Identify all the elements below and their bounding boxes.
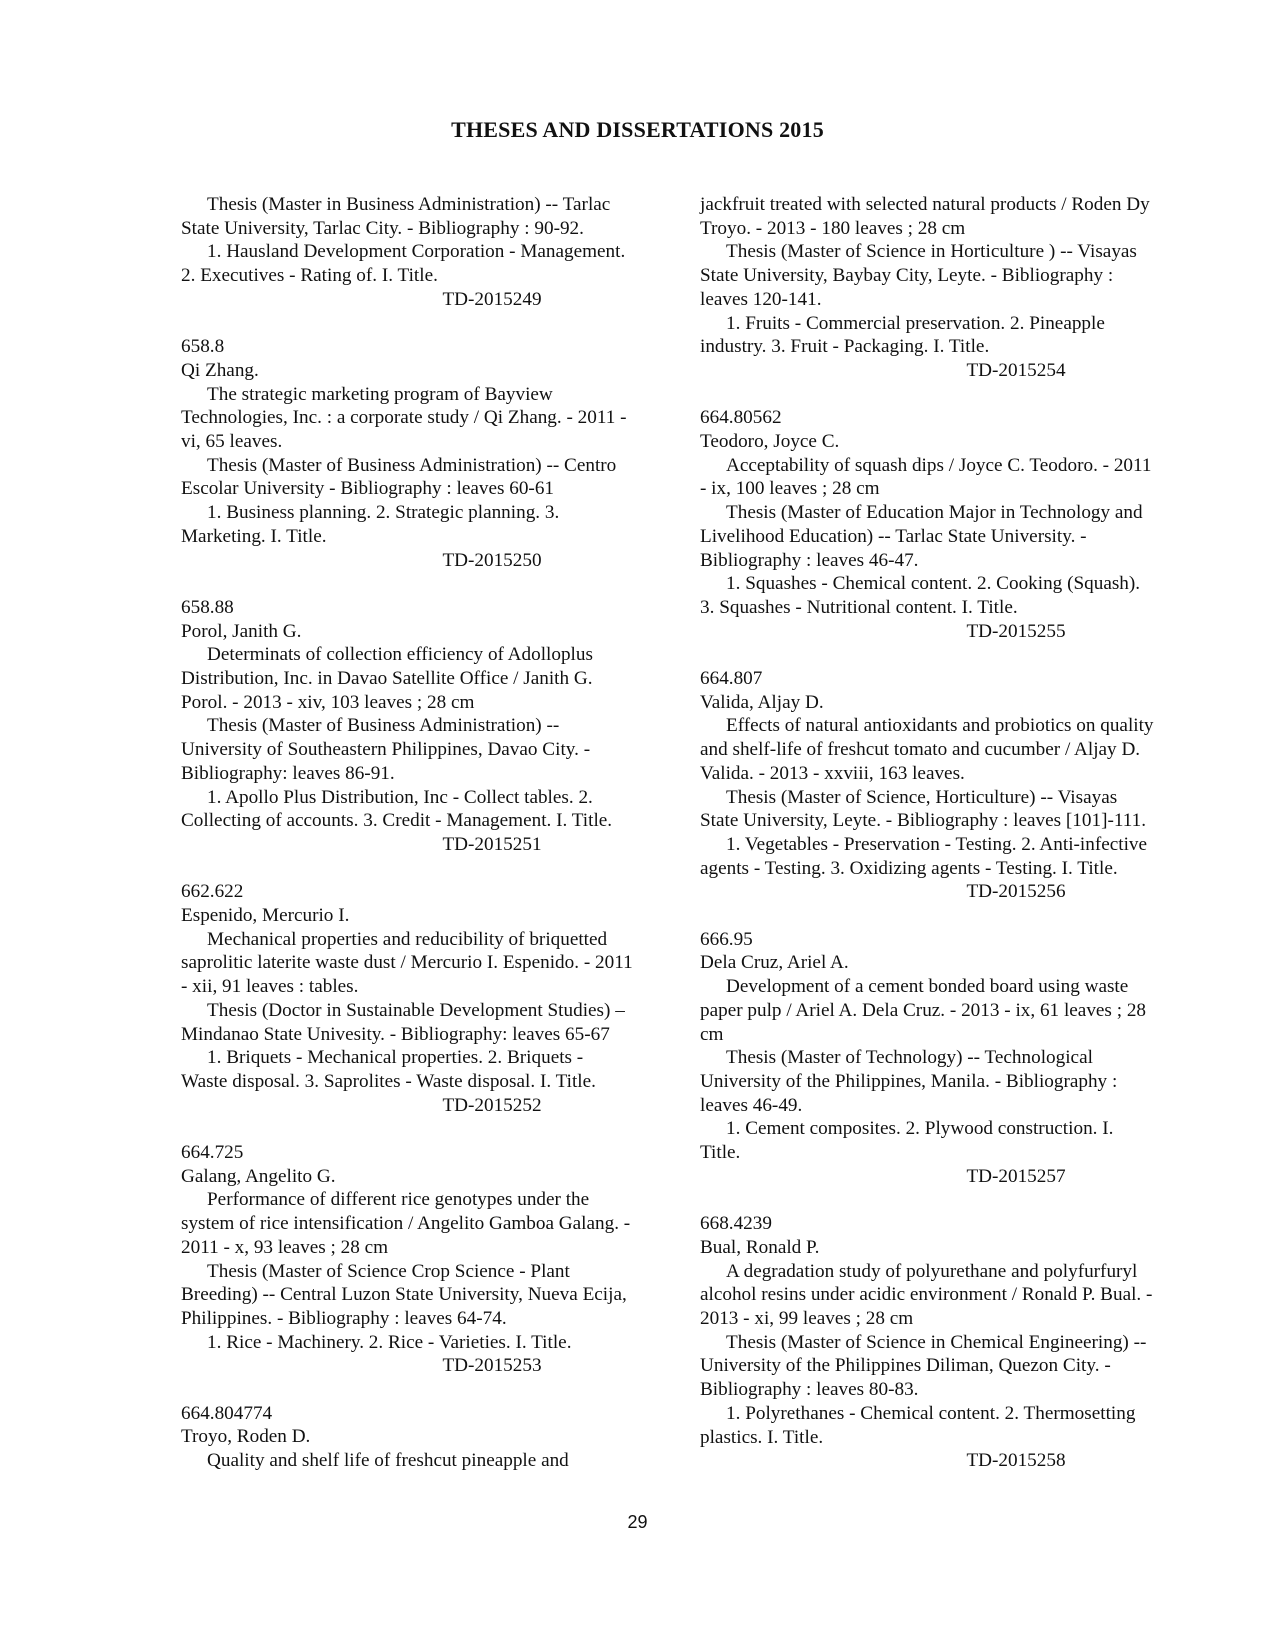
left-column bbox=[181, 193, 673, 1473]
entry-line: University of the Philippines, Manila. - Bibliography : bbox=[700, 1070, 1118, 1092]
author: Porol, Janith G. bbox=[181, 620, 302, 642]
entry-line: Troyo. - 2013 - 180 leaves ; 28 cm bbox=[700, 217, 966, 239]
entry-line: 1. Fruits - Commercial preservation. 2. Pineapple bbox=[726, 312, 1105, 334]
author: Qi Zhang. bbox=[181, 359, 259, 381]
author: Espenido, Mercurio I. bbox=[181, 905, 350, 927]
entry-line: Thesis (Master of Business Administration) -- Centro bbox=[207, 454, 617, 476]
entry-line: 2. Executives - Rating of. I. Title. bbox=[181, 265, 438, 287]
entry-line: Thesis (Master of Science in Horticulture ) -- Visayas bbox=[726, 241, 1137, 263]
entry-line: 2011 - x, 93 leaves ; 28 cm bbox=[181, 1236, 389, 1258]
entry-spacer bbox=[700, 383, 1192, 407]
accession-number: TD-2015258 bbox=[966, 1450, 1066, 1472]
entry-line: leaves 46-49. bbox=[700, 1094, 803, 1116]
entry-spacer bbox=[700, 1188, 1192, 1212]
entry-line: 1. Rice - Machinery. 2. Rice - Varieties. I. Title. bbox=[207, 1331, 572, 1353]
entry-line: jackfruit treated with selected natural products / Roden Dy bbox=[700, 194, 1150, 215]
entry-line: Mechanical properties and reducibility of briquetted bbox=[207, 928, 608, 950]
entry-line: 1. Briquets - Mechanical properties. 2. Briquets - bbox=[207, 1047, 584, 1069]
accession-number: TD-2015251 bbox=[442, 833, 542, 855]
entry-line: State University, Leyte. - Bibliography : leaves [101]-111. bbox=[700, 810, 1146, 832]
accession-number: TD-2015255 bbox=[966, 620, 1066, 642]
author: Bual, Ronald P. bbox=[700, 1236, 820, 1258]
call-number: 664.80562 bbox=[700, 407, 782, 429]
right-column bbox=[700, 193, 1192, 1473]
entry-line: 1. Polyrethanes - Chemical content. 2. Thermosetting bbox=[726, 1402, 1136, 1424]
entry-line: Title. bbox=[700, 1142, 741, 1164]
call-number: 658.8 bbox=[181, 336, 225, 358]
entry-line: Determinats of collection efficiency of Adolloplus bbox=[207, 644, 593, 666]
page-number: 29 bbox=[627, 1512, 648, 1532]
entry-line: 1. Hausland Development Corporation - Management. bbox=[207, 241, 626, 263]
accession-number: TD-2015257 bbox=[966, 1165, 1066, 1187]
entry-line: Bibliography : leaves 46-47. bbox=[700, 549, 919, 571]
entry-line: Livelihood Education) -- Tarlac State University. - bbox=[700, 525, 1087, 547]
entry-line: saprolitic laterite waste dust / Mercurio I. Espenido. - 2011 bbox=[181, 952, 633, 974]
page-title: THESES AND DISSERTATIONS 2015 bbox=[451, 117, 824, 142]
entry-spacer bbox=[181, 1117, 673, 1141]
entry-line: 2013 - xi, 99 leaves ; 28 cm bbox=[700, 1307, 914, 1329]
author: Teodoro, Joyce C. bbox=[700, 431, 840, 453]
entry-line: Thesis (Master of Science, Horticulture) -- Visayas bbox=[726, 786, 1118, 808]
accession-number: TD-2015250 bbox=[442, 549, 542, 571]
entry-spacer bbox=[700, 643, 1192, 667]
entry-line: Bibliography : leaves 80-83. bbox=[700, 1379, 919, 1401]
entry-line: Thesis (Master of Science Crop Science - Plant bbox=[207, 1260, 570, 1282]
entry-line: Thesis (Master in Business Administration) -- Tarlac bbox=[207, 194, 611, 215]
entry-line: Technologies, Inc. : a corporate study / Qi Zhang. - 2011 - bbox=[181, 407, 627, 429]
entry-line: Escolar University - Bibliography : leaves 60-61 bbox=[181, 478, 555, 500]
entry-line: 3. Squashes - Nutritional content. I. Title. bbox=[700, 596, 1018, 618]
entry-spacer bbox=[700, 904, 1192, 928]
entry-line: industry. 3. Fruit - Packaging. I. Title. bbox=[700, 336, 990, 358]
entry-line: Thesis (Master of Education Major in Technology and bbox=[726, 502, 1143, 524]
entry-line: University of Southeastern Philippines, Davao City. - bbox=[181, 739, 591, 761]
entry-line: A degradation study of polyurethane and polyfurfuryl bbox=[726, 1260, 1138, 1282]
author: Galang, Angelito G. bbox=[181, 1165, 336, 1187]
author: Dela Cruz, Ariel A. bbox=[700, 952, 849, 974]
call-number: 668.4239 bbox=[700, 1213, 772, 1235]
entry-line: 1. Apollo Plus Distribution, Inc - Collect tables. 2. bbox=[207, 786, 593, 808]
entry-line: 1. Vegetables - Preservation - Testing. 2. Anti-infective bbox=[726, 833, 1148, 855]
accession-number: TD-2015256 bbox=[966, 881, 1066, 903]
entry-line: Bibliography: leaves 86-91. bbox=[181, 762, 395, 784]
entry-line: vi, 65 leaves. bbox=[181, 431, 283, 453]
entry-spacer bbox=[181, 857, 673, 881]
call-number: 664.725 bbox=[181, 1142, 244, 1164]
call-number: 666.95 bbox=[700, 928, 753, 950]
entry-line: 1. Business planning. 2. Strategic planning. 3. bbox=[207, 502, 560, 524]
entry-spacer bbox=[181, 572, 673, 596]
entry-line: Thesis (Doctor in Sustainable Development Studies) – bbox=[207, 999, 625, 1021]
entry-line: and shelf-life of freshcut tomato and cucumber / Aljay D. bbox=[700, 739, 1141, 761]
entry-line: Effects of natural antioxidants and probiotics on quality bbox=[726, 715, 1154, 737]
entry-line: agents - Testing. 3. Oxidizing agents - Testing. I. Title. bbox=[700, 857, 1118, 879]
accession-number: TD-2015253 bbox=[442, 1355, 542, 1377]
author: Troyo, Roden D. bbox=[181, 1426, 311, 1448]
call-number: 658.88 bbox=[181, 596, 234, 618]
call-number: 664.807 bbox=[700, 668, 763, 690]
accession-number: TD-2015249 bbox=[442, 288, 542, 310]
entry-line: 1. Cement composites. 2. Plywood construction. I. bbox=[726, 1118, 1114, 1140]
entry-spacer bbox=[181, 312, 673, 336]
entry-line: State University, Tarlac City. - Bibliography : 90-92. bbox=[181, 217, 584, 239]
entry-line: State University, Baybay City, Leyte. - Bibliography : bbox=[700, 265, 1114, 287]
entry-line: Acceptability of squash dips / Joyce C. Teodoro. - 2011 bbox=[726, 454, 1152, 476]
entry-line: Performance of different rice genotypes under the bbox=[207, 1189, 590, 1211]
entry-line: Philippines. - Bibliography : leaves 64-74. bbox=[181, 1307, 507, 1329]
call-number: 664.804774 bbox=[181, 1402, 273, 1424]
entry-line: Thesis (Master of Technology) -- Technological bbox=[726, 1047, 1093, 1069]
entry-line: cm bbox=[700, 1023, 724, 1045]
entry-line: Quality and shelf life of freshcut pineapple and bbox=[207, 1450, 569, 1472]
entry-line: Collecting of accounts. 3. Credit - Management. I. Title. bbox=[181, 810, 613, 832]
entry-line: Distribution, Inc. in Davao Satellite Office / Janith G. bbox=[181, 668, 593, 690]
entry-line: - ix, 100 leaves ; 28 cm bbox=[700, 478, 880, 500]
accession-number: TD-2015254 bbox=[966, 359, 1066, 381]
entry-line: Development of a cement bonded board using waste bbox=[726, 976, 1129, 998]
call-number: 662.622 bbox=[181, 881, 244, 903]
entry-line: University of the Philippines Diliman, Quezon City. - bbox=[700, 1355, 1111, 1377]
accession-number: TD-2015252 bbox=[442, 1094, 542, 1116]
entry-line: 1. Squashes - Chemical content. 2. Cooking (Squash). bbox=[726, 573, 1141, 595]
entry-line: Thesis (Master of Business Administration) -- bbox=[207, 715, 560, 737]
entry-line: Marketing. I. Title. bbox=[181, 525, 327, 547]
entry-line: Breeding) -- Central Luzon State University, Nueva Ecija, bbox=[181, 1284, 627, 1306]
entry-line: alcohol resins under acidic environment / Ronald P. Bual. - bbox=[700, 1284, 1153, 1306]
entry-line: Waste disposal. 3. Saprolites - Waste disposal. I. Title. bbox=[181, 1070, 596, 1092]
entry-line: leaves 120-141. bbox=[700, 288, 822, 310]
entry-line: plastics. I. Title. bbox=[700, 1426, 824, 1448]
entry-line: Thesis (Master of Science in Chemical Engineering) -- bbox=[726, 1331, 1147, 1353]
author: Valida, Aljay D. bbox=[700, 691, 824, 713]
entry-line: Mindanao State Univesity. - Bibliography: leaves 65-67 bbox=[181, 1023, 610, 1045]
entry-line: paper pulp / Ariel A. Dela Cruz. - 2013 - ix, 61 leaves ; 28 bbox=[700, 999, 1147, 1021]
entry-spacer bbox=[181, 1378, 673, 1402]
entry-line: system of rice intensification / Angelito Gamboa Galang. - bbox=[181, 1213, 631, 1235]
entry-line: Valida. - 2013 - xxviii, 163 leaves. bbox=[700, 762, 965, 784]
entry-line: - xii, 91 leaves : tables. bbox=[181, 976, 359, 998]
entry-line: Porol. - 2013 - xiv, 103 leaves ; 28 cm bbox=[181, 691, 475, 713]
entry-line: The strategic marketing program of Bayview bbox=[207, 383, 553, 405]
